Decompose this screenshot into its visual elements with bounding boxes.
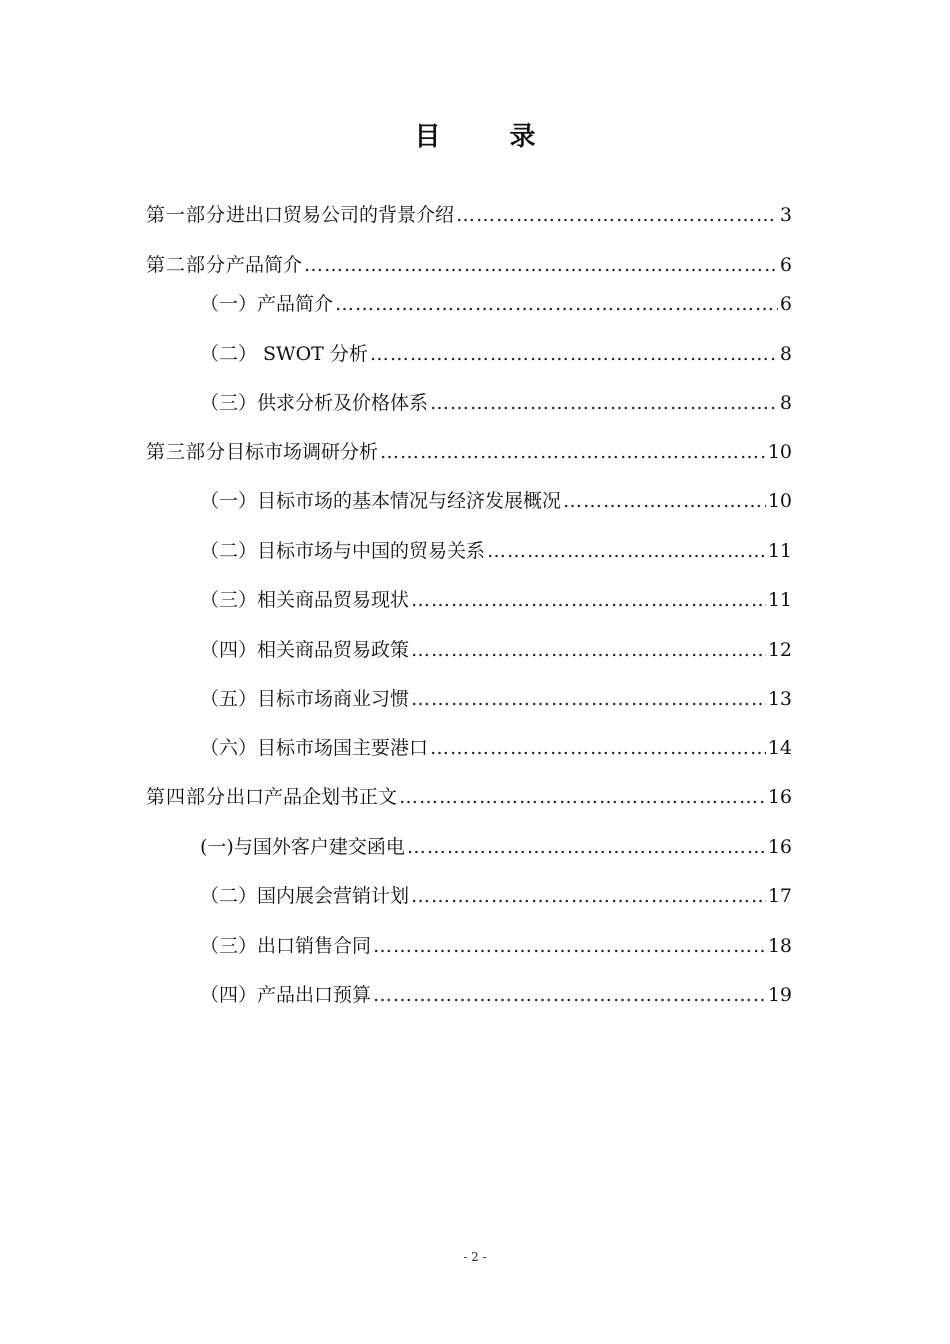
toc-item-title: （一）产品简介 [200, 293, 334, 315]
toc-item-title: （二） SWOT 分析 [200, 343, 368, 365]
toc-item-title: （六）目标市场国主要港口 [200, 737, 429, 759]
dot-leader [373, 935, 766, 957]
toc-part-number: 第四部分 [146, 786, 227, 808]
toc-page-number: 12 [767, 639, 792, 661]
toc-item[interactable] [200, 388, 792, 418]
toc-item[interactable] [200, 486, 792, 516]
dot-leader [370, 343, 778, 365]
dot-leader [399, 786, 766, 808]
toc-item[interactable] [200, 684, 792, 714]
dot-leader [430, 392, 778, 414]
toc-part-title: 产品简介 [226, 254, 303, 276]
toc-page-number: 8 [779, 343, 792, 365]
toc-item[interactable] [200, 585, 792, 615]
toc-item[interactable] [200, 733, 792, 763]
toc-page-number: 3 [779, 204, 792, 226]
dot-leader [487, 540, 766, 562]
toc-page-number: 10 [767, 441, 792, 463]
toc-page-number: 11 [767, 589, 792, 611]
dot-leader [411, 885, 766, 907]
toc-part-number: 第二部分 [146, 254, 227, 276]
dot-leader [430, 737, 766, 759]
toc-item-title: （四）相关商品贸易政策 [200, 639, 410, 661]
dot-leader [380, 441, 766, 463]
toc-item[interactable] [200, 832, 792, 862]
toc-item-title: （五）目标市场商业习惯 [200, 688, 410, 710]
toc-item[interactable] [200, 980, 792, 1010]
toc-item-title: （二）国内展会营销计划 [200, 885, 410, 907]
dot-leader [304, 254, 778, 276]
toc-part-number: 第一部分 [146, 204, 227, 226]
toc-item-title: （二）目标市场与中国的贸易关系 [200, 540, 486, 562]
toc-part-4[interactable] [146, 782, 792, 812]
toc-item[interactable] [200, 881, 792, 911]
toc-item[interactable] [200, 289, 792, 319]
dot-leader [563, 490, 766, 512]
toc-page-number: 14 [767, 737, 792, 759]
toc-page-number: 16 [767, 786, 792, 808]
dot-leader [335, 293, 778, 315]
toc-page-number: 13 [767, 688, 792, 710]
toc-page-number: 6 [779, 254, 792, 276]
toc-item-title: （四）产品出口预算 [200, 984, 372, 1006]
toc-page-number: 11 [767, 540, 792, 562]
toc-item[interactable] [200, 931, 792, 961]
toc-part-title: 目标市场调研分析 [226, 441, 379, 463]
toc-part-number: 第三部分 [146, 441, 227, 463]
toc-item-title: (一)与国外客户建交函电 [200, 836, 405, 858]
toc-page-number: 16 [767, 836, 792, 858]
toc-page-number: 10 [767, 490, 792, 512]
page-title: 目 录 [414, 122, 566, 152]
dot-leader [411, 688, 766, 710]
toc-item-title: （三）相关商品贸易现状 [200, 589, 410, 611]
dot-leader [411, 589, 766, 611]
toc-part-title: 出口产品企划书正文 [226, 786, 398, 808]
dot-leader [456, 204, 778, 226]
toc-page-number: 18 [767, 935, 792, 957]
toc-item[interactable] [200, 339, 792, 369]
dot-leader [373, 984, 766, 1006]
toc-item-title: （一）目标市场的基本情况与经济发展概况 [200, 490, 562, 512]
toc-item[interactable] [200, 635, 792, 665]
toc-item[interactable] [200, 536, 792, 566]
dot-leader [407, 836, 766, 858]
toc-page-number: 6 [779, 293, 792, 315]
toc-item-title: （三）供求分析及价格体系 [200, 392, 429, 414]
page-number-footer: - 2 - [463, 1250, 487, 1264]
toc-page-number: 19 [767, 984, 792, 1006]
toc-page-number: 8 [779, 392, 792, 414]
toc-page-number: 17 [767, 885, 792, 907]
toc-part-1[interactable] [146, 200, 792, 230]
dot-leader [411, 639, 766, 661]
toc-item-title: （三）出口销售合同 [200, 935, 372, 957]
toc-part-title: 进出口贸易公司的背景介绍 [226, 204, 455, 226]
toc-part-2[interactable] [146, 250, 792, 280]
toc-part-3[interactable] [146, 437, 792, 467]
